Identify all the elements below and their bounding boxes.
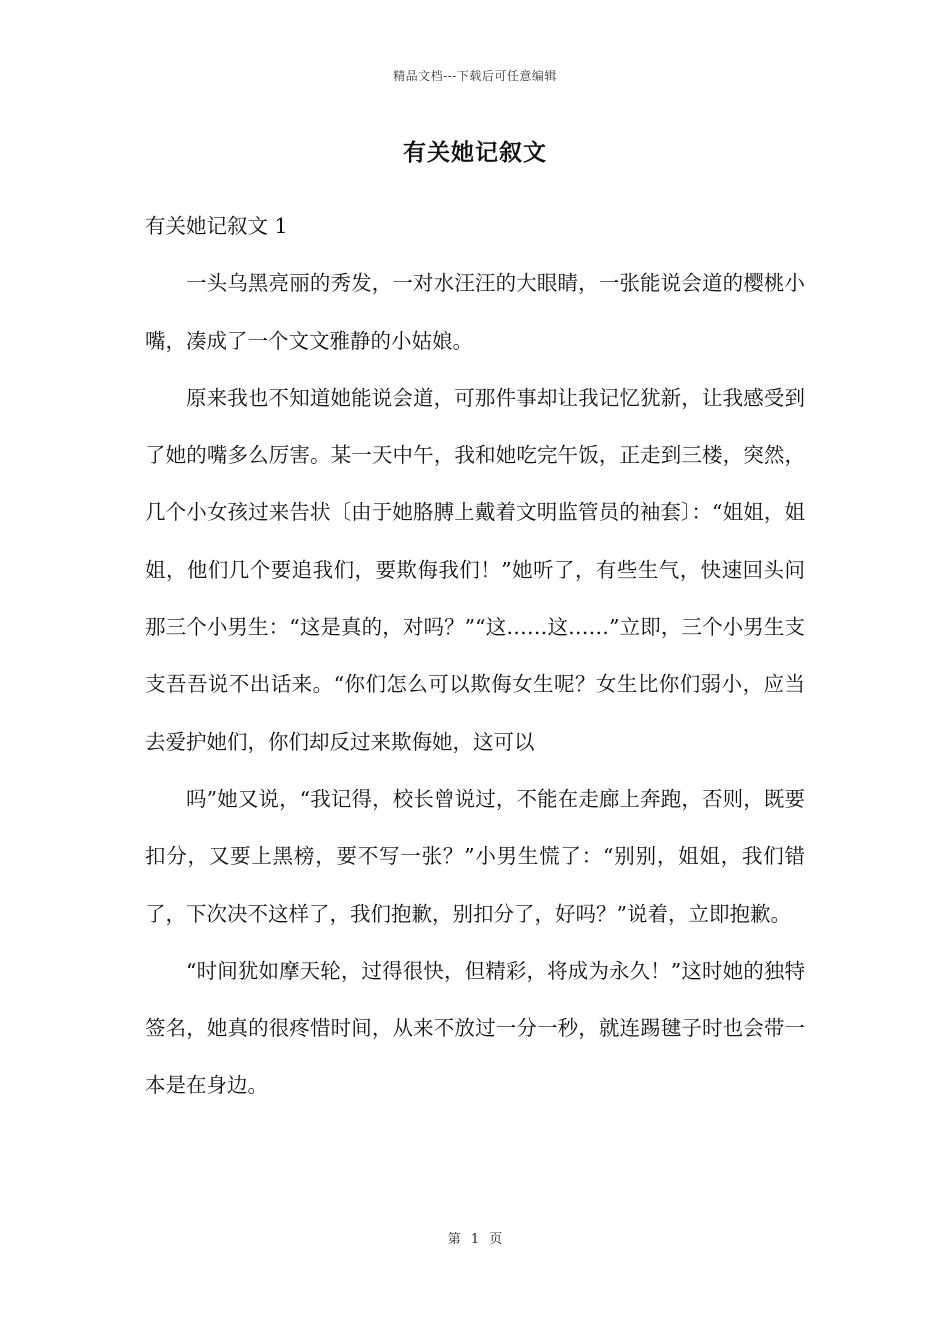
page-number: 1 [470, 1232, 480, 1247]
paragraph: 一头乌黑亮丽的秀发，一对水汪汪的大眼睛，一张能说会道的樱桃小嘴，凑成了一个文文雅静的小姑娘。 [145, 271, 805, 353]
paragraph: 原来我也不知道她能说会道，可那件事却让我记忆犹新，让我感受到了她的嘴多么厉害。某一天中午，我和她吃完午饭，正走到三楼，突然，几个小女孩过来告状〔由于她胳膊上戴着文明监管员的袖套〕：“姐姐，姐姐，他们几个要追我们，要欺侮我们！”她听了，有些生气，快速回头问那三个小男生：“这是真的，对吗？”“这……这……”立即，三个小男生支支吾吾说不出话来。“你们怎么可以欺侮女生呢？女生比你们弱小，应当去爱护她们，你们却反过来欺侮她，这可以 [145, 385, 805, 754]
document-body [145, 198, 805, 1115]
page-header: 精品文档---下载后可任意编辑 [393, 69, 557, 83]
page-number-prefix: 第 [447, 1232, 461, 1247]
paragraph: 吗”她又说，“我记得，校长曾说过，不能在走廊上奔跑，否则，既要扣分，又要上黑榜，要不写一张？”小男生慌了：“别别，姐姐，我们错了，下次决不这样了，我们抱歉，别扣分了，好吗？”说着，立即抱歉。 [145, 786, 805, 926]
paragraph: “时间犹如摩天轮，过得很快，但精彩，将成为永久！”这时她的独特签名，她真的很疼惜时间，从来不放过一分一秒，就连踢毽子时也会带一本是在身边。 [145, 958, 805, 1098]
document-title: 有关她记叙文 [403, 139, 547, 166]
page-number-suffix: 页 [489, 1232, 503, 1247]
page-footer [0, 1228, 950, 1247]
section-subtitle: 有关她记叙文 1 [145, 214, 288, 238]
